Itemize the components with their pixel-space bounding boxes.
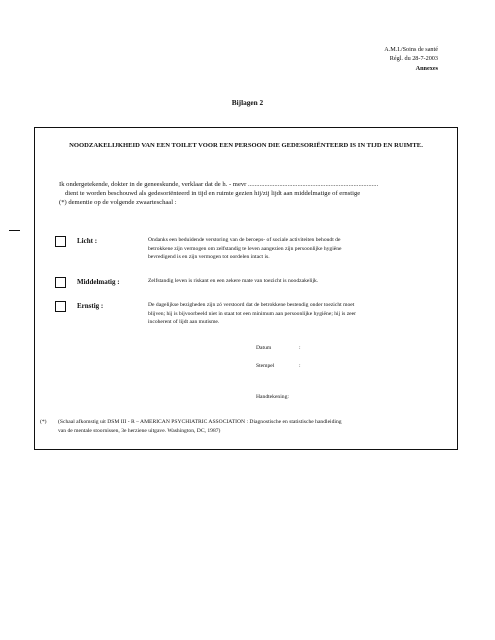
ernstig-label: Ernstig :	[77, 302, 104, 310]
footnote-line-1: (Schaal afkomstig uit DSM III - R – AMERICAN PSYCHIATRIC ASSOCIATION : Diagnostische en statistische handleiding	[58, 419, 342, 425]
declaration-text	[59, 180, 449, 207]
declaration-line-1: Ik ondergetekende, dokter in de geneeskunde, verklaar dat de h. - mevr ...............................................................................	[59, 181, 379, 188]
handtekening-label: Handtekening:	[256, 394, 289, 400]
form-frame	[34, 127, 458, 450]
licht-checkbox[interactable]	[55, 236, 66, 247]
ernstig-desc-line: blijven; hij is bijvoorbeeld niet in staat tot een minimum aan persoonlijke hygiëne; hij is zeer	[148, 310, 357, 317]
stempel-label: Stempel	[256, 363, 275, 369]
datum-colon: :	[299, 345, 301, 351]
ernstig-desc-line: incoherent of lijdt aan mutisme.	[148, 319, 220, 326]
ernstig-desc-line: De dagelijkse bezigheden zijn zó verstoord dat de betrokkene bestendig onder toezicht moet	[148, 302, 355, 308]
licht-desc-line: betrokkene zijn vermogen om zelfstandig te leven aangezien zijn persoonlijke hygiëne	[148, 245, 342, 252]
middelmatig-label: Middelmatig :	[77, 278, 120, 286]
appendix-title: Bijlagen 2	[231, 98, 264, 107]
datum-field[interactable]	[256, 345, 301, 351]
licht-desc-line: bevredigend is en zijn vermogen tot oordelen intact is.	[148, 254, 270, 261]
licht-desc-line: Ondanks een beduidende verstoring van de beroeps- of sociale activiteiten behoudt de	[148, 237, 341, 243]
handtekening-field[interactable]	[256, 394, 289, 400]
stempel-field[interactable]	[256, 363, 301, 369]
margin-mark	[9, 230, 20, 231]
footnote-text	[58, 418, 342, 435]
declaration-line-2: dient te worden beschouwd als gedesoriënteerd in tijd en ruimte gezien hij/zij lijdt aan middelmatige of ernstige	[65, 190, 361, 197]
licht-label: Licht :	[77, 237, 98, 245]
footnote-line-2: van de mentale stoornissen, 3e herziene uitgave. Washington, DC, 1987)	[58, 427, 221, 434]
declaration-line-3: (*) dementie op de volgende zwaarteschaal :	[59, 199, 177, 206]
ernstig-checkbox[interactable]	[55, 301, 66, 312]
datum-label: Datum	[256, 345, 272, 351]
middelmatig-description	[148, 277, 426, 286]
header-institution: A.M.I./Soins de santé	[384, 46, 438, 53]
licht-description	[148, 236, 426, 262]
form-title: NOODZAKELIJKHEID VAN EEN TOILET VOOR EEN PERSOON DIE GEDESORIËNTEERD IS IN TIJD EN RUIMTE.	[69, 142, 423, 149]
stempel-colon: :	[299, 363, 301, 369]
header-annexes: Annexes	[415, 65, 438, 72]
ernstig-description	[148, 301, 426, 327]
footnote-mark: (*)	[40, 419, 47, 425]
middelmatig-desc-line: Zelfstandig leven is riskant en een zekere mate van toezicht is noodzakelijk.	[148, 278, 319, 284]
header-regulation-date: Régl. du 28-7-2003	[389, 55, 438, 62]
middelmatig-checkbox[interactable]	[55, 277, 66, 288]
